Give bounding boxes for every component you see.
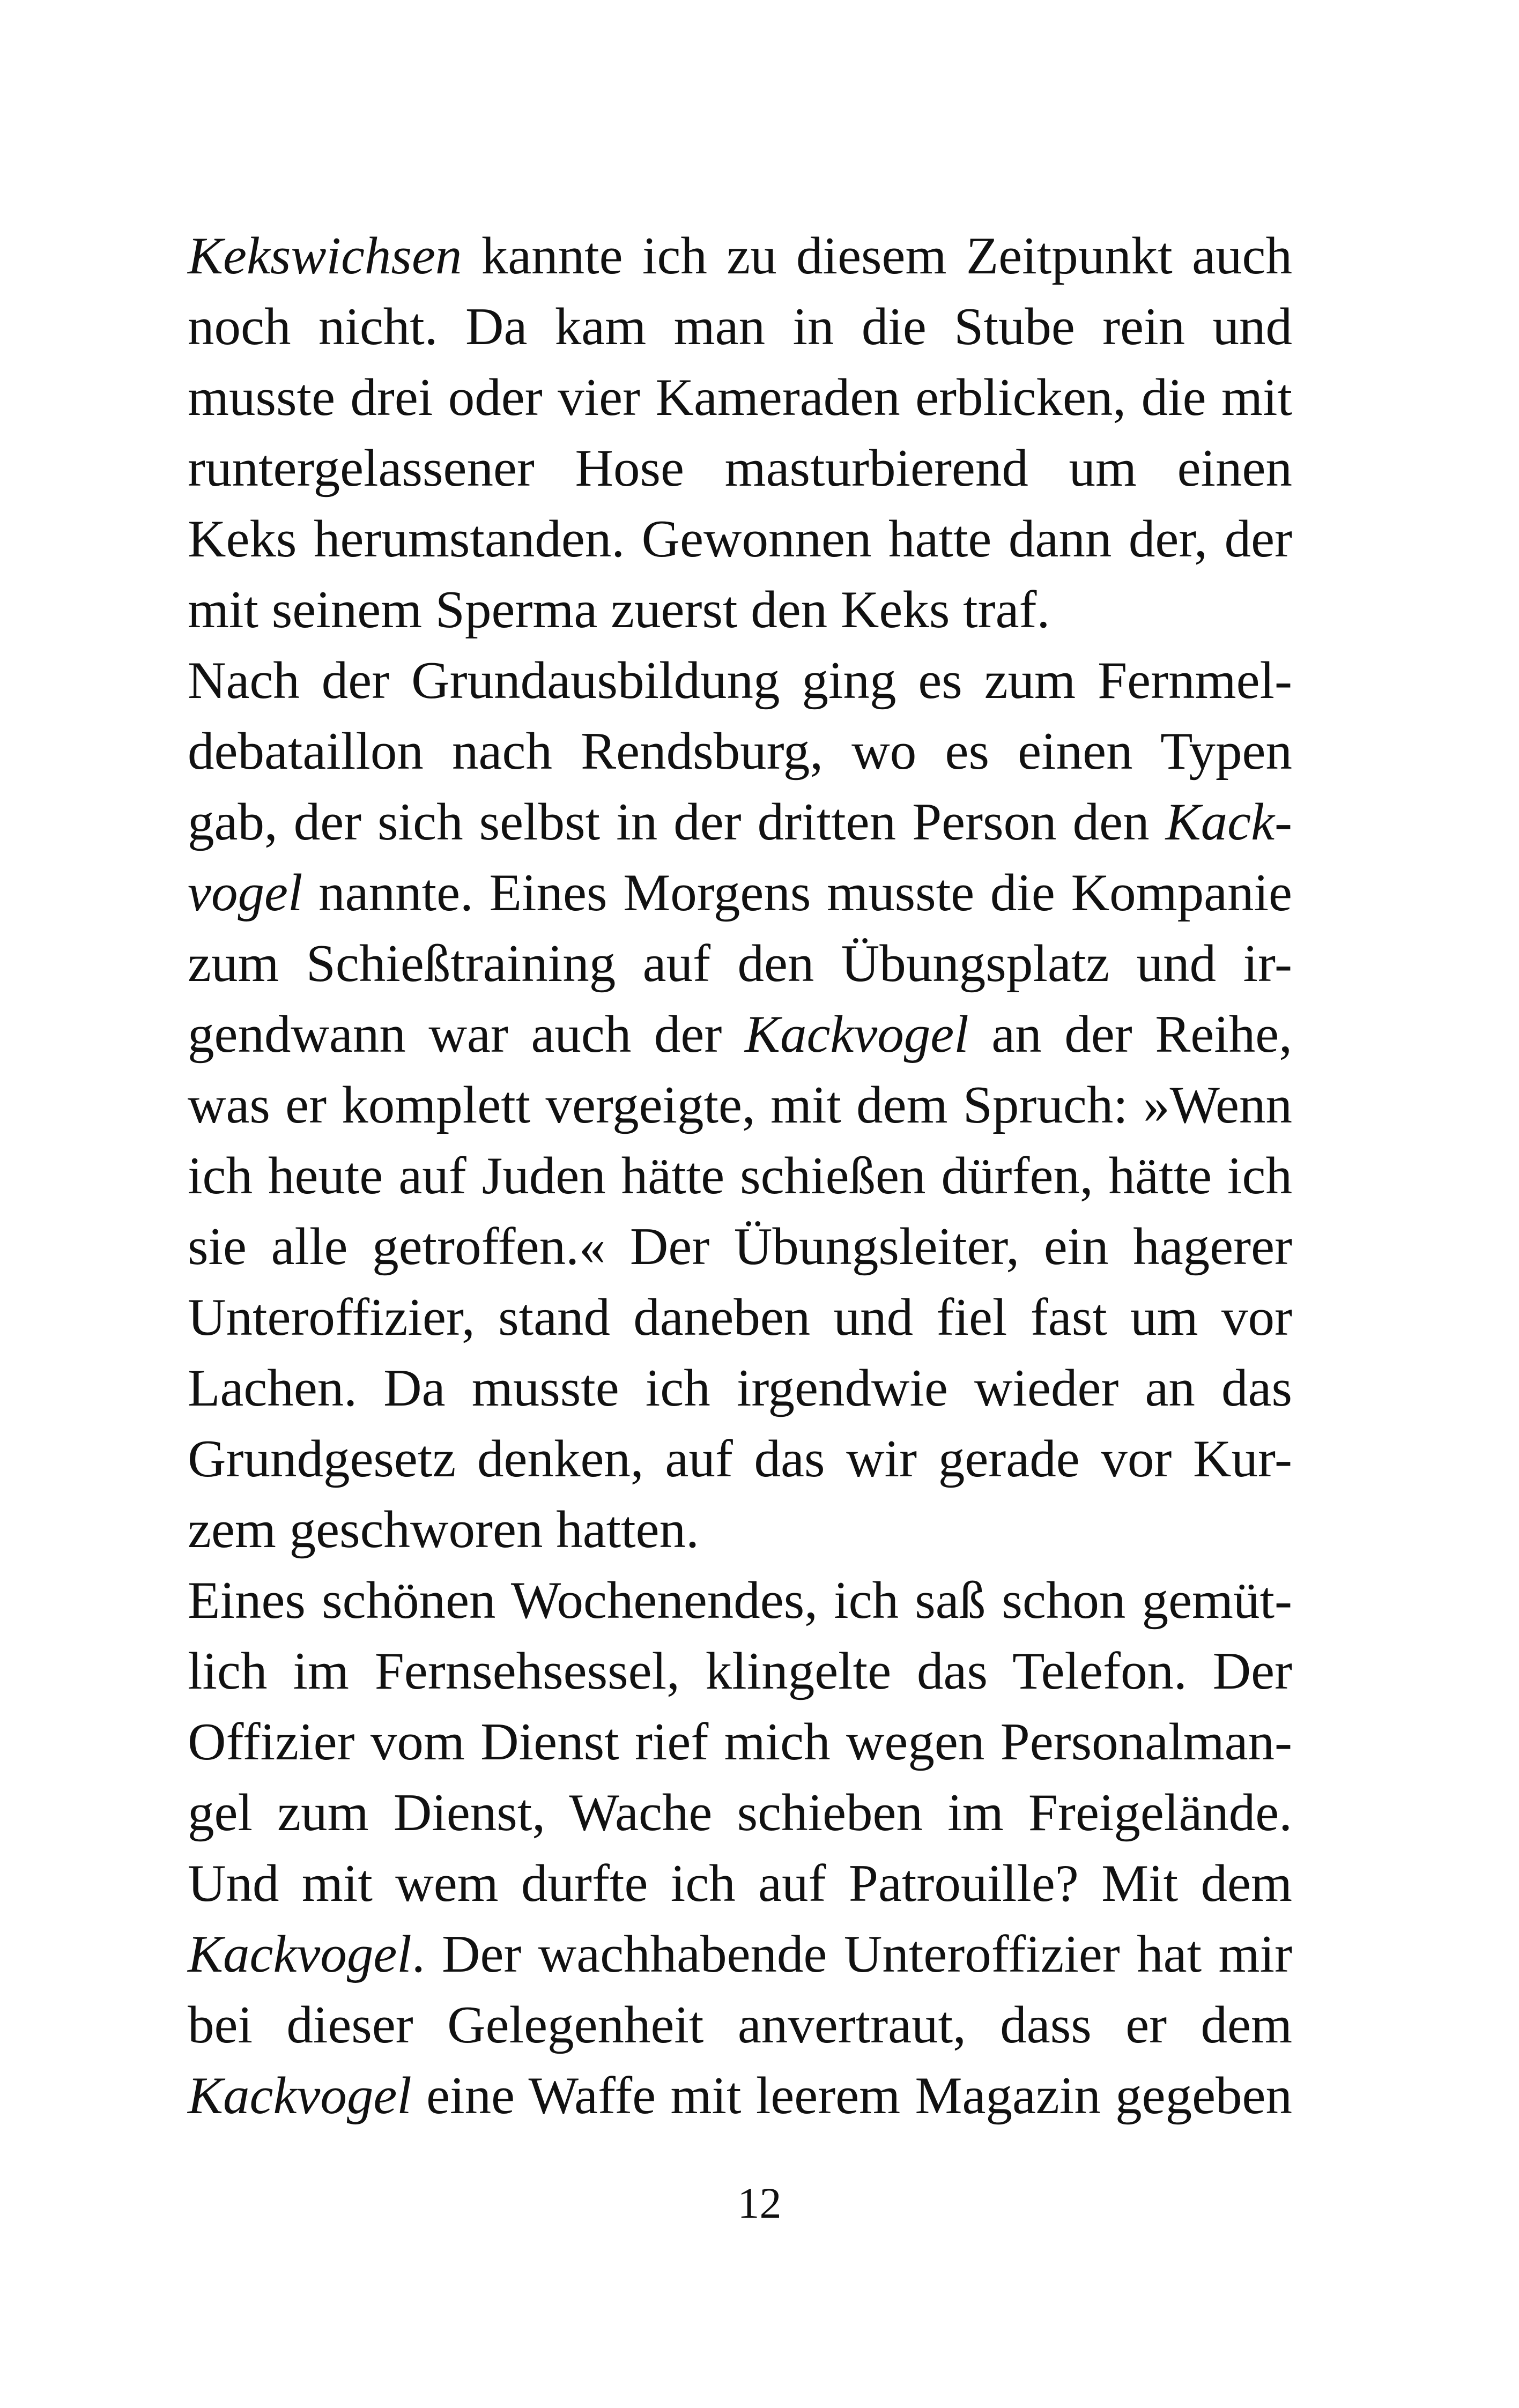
text-segment: . Der wachhabende Unteroffizier hat mir bbox=[411, 1925, 1292, 1983]
text-segment: nannte. Eines Morgens musste die Kompanie bbox=[302, 864, 1292, 922]
text-line bbox=[188, 1424, 1292, 1495]
text-line bbox=[188, 1353, 1292, 1424]
text-line bbox=[188, 1495, 1292, 1565]
italic-text: Kekswichsen bbox=[188, 227, 462, 285]
text-segment: noch nicht. Da kam man in die Stube rein und bbox=[188, 298, 1292, 356]
text-segment: Und mit wem durfte ich auf Patrouille? Mit dem bbox=[188, 1854, 1292, 1913]
text-segment: runtergelassener Hose masturbierend um einen bbox=[188, 439, 1292, 497]
text-line bbox=[188, 1212, 1292, 1282]
text-segment: Unteroffizier, stand daneben und fiel fast um vor bbox=[188, 1288, 1292, 1347]
text-segment: bei dieser Gelegenheit anvertraut, dass er dem bbox=[188, 1996, 1292, 2054]
text-line bbox=[188, 1707, 1292, 1778]
italic-text: vogel bbox=[188, 864, 303, 922]
text-segment: kannte ich zu diesem Zeitpunkt auch bbox=[462, 227, 1292, 285]
text-segment: Eines schönen Wochenendes, ich saß schon gemüt- bbox=[188, 1571, 1292, 1630]
text-line bbox=[188, 999, 1292, 1070]
text-line bbox=[188, 1141, 1292, 1212]
text-segment: ich heute auf Juden hätte schießen dürfen, hätte ich bbox=[188, 1147, 1292, 1205]
text-line bbox=[188, 787, 1292, 858]
text-segment: mit seinem Sperma zuerst den Keks traf. bbox=[188, 581, 1050, 639]
text-segment: debataillon nach Rendsburg, wo es einen Typen bbox=[188, 722, 1292, 781]
text-line bbox=[188, 362, 1292, 433]
italic-text: Kackvogel bbox=[744, 1005, 969, 1064]
text-line bbox=[188, 1778, 1292, 1848]
text-segment: Lachen. Da musste ich irgendwie wieder an das bbox=[188, 1359, 1292, 1417]
text-segment: gab, der sich selbst in der dritten Person den bbox=[188, 793, 1166, 851]
text-line bbox=[188, 433, 1292, 504]
text-line bbox=[188, 928, 1292, 999]
text-segment: Keks herumstanden. Gewonnen hatte dann der, der bbox=[188, 510, 1292, 568]
text-segment: was er komplett vergeigte, mit dem Spruch: »Wenn bbox=[188, 1076, 1292, 1134]
text-line bbox=[188, 2061, 1292, 2131]
text-segment: zum Schießtraining auf den Übungsplatz und ir- bbox=[188, 934, 1292, 993]
text-segment: Grundgesetz denken, auf das wir gerade vor Kur- bbox=[188, 1430, 1292, 1488]
text-segment: lich im Fernsehsessel, klingelte das Telefon. Der bbox=[188, 1642, 1292, 1700]
page-number: 12 bbox=[737, 2179, 782, 2227]
text-segment: Offizier vom Dienst rief mich wegen Personalman- bbox=[188, 1713, 1292, 1771]
text-segment: musste drei oder vier Kameraden erblicken, die mit bbox=[188, 368, 1292, 427]
text-line bbox=[188, 1848, 1292, 1919]
text-line bbox=[188, 1636, 1292, 1707]
text-line bbox=[188, 858, 1292, 928]
text-line bbox=[188, 1565, 1292, 1636]
italic-text: Kackvogel bbox=[188, 1925, 412, 1983]
text-line bbox=[188, 1990, 1292, 2061]
text-line bbox=[188, 716, 1292, 787]
text-line bbox=[188, 504, 1292, 575]
text-segment: gendwann war auch der bbox=[188, 1005, 745, 1064]
text-segment: zem geschworen hatten. bbox=[188, 1500, 699, 1559]
text-segment: eine Waffe mit leerem Magazin gegeben bbox=[411, 2067, 1292, 2125]
text-segment: sie alle getroffen.« Der Übungsleiter, ein hagerer bbox=[188, 1217, 1292, 1276]
text-line bbox=[188, 575, 1292, 645]
text-segment: an der Reihe, bbox=[968, 1005, 1292, 1064]
italic-text: Kackvogel bbox=[188, 2067, 412, 2125]
text-segment: Nach der Grundausbildung ging es zum Fernmel- bbox=[188, 651, 1292, 710]
italic-text: Kack- bbox=[1165, 793, 1292, 851]
text-segment: gel zum Dienst, Wache schieben im Freigelände. bbox=[188, 1783, 1292, 1842]
text-line bbox=[188, 1919, 1292, 1990]
text-line bbox=[188, 221, 1292, 292]
text-line bbox=[188, 1282, 1292, 1353]
body-text bbox=[188, 221, 1292, 2131]
text-line bbox=[188, 292, 1292, 362]
text-line bbox=[188, 1070, 1292, 1141]
text-line bbox=[188, 645, 1292, 716]
